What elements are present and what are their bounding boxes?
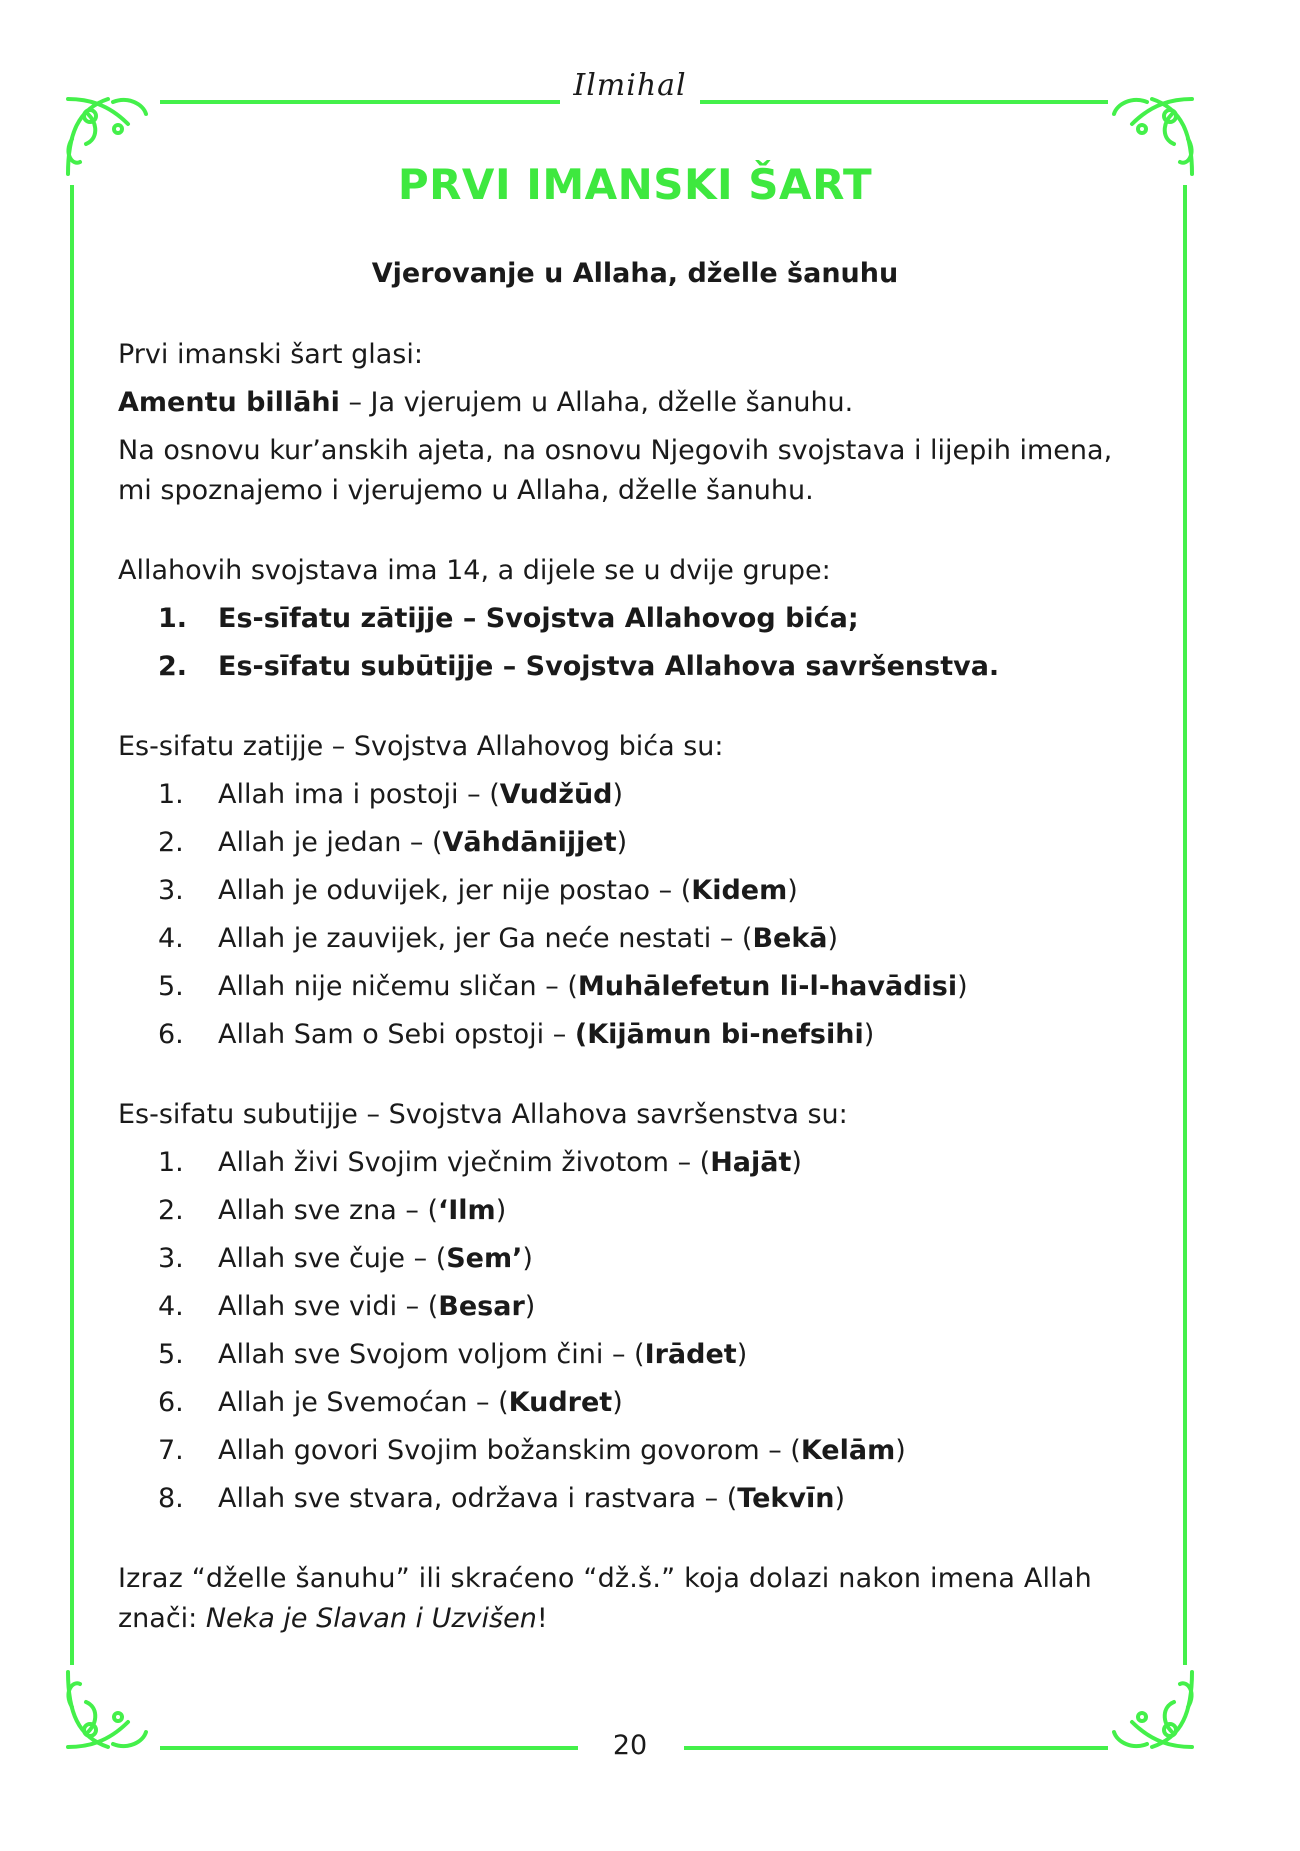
list-number: 1. — [158, 1147, 184, 1178]
amentu-bold: Amentu billāhi — [118, 387, 340, 418]
list-term: Kelām — [800, 1435, 896, 1466]
list-number: 5. — [158, 1339, 184, 1370]
closing-line-1: Izraz “dželle šanuhu” ili skraćeno “dž.š.” koja dolazi nakon imena Allah — [118, 1563, 1092, 1594]
list-term: ‘Ilm — [437, 1195, 496, 1226]
list-text: Allah živi Svojim vječnim životom – ( — [218, 1147, 711, 1178]
list-text: Allah je jedan – ( — [218, 827, 443, 858]
list-term: Vāhdānijjet — [442, 827, 617, 858]
list-term: Muhālefetun li-l-havādisi — [577, 971, 958, 1002]
amentu-rest: – Ja vjerujem u Allaha, dželle šanuhu. — [339, 387, 854, 418]
zatijje-lead: Es-sifatu zatijje – Svojstva Allahovog bića su: — [118, 731, 724, 762]
list-text: Allah sve vidi – ( — [218, 1291, 439, 1322]
list-item — [158, 1015, 1198, 1055]
intro-line-4: mi spoznajemo i vjerujemo u Allaha, dželle šanuhu. — [118, 475, 814, 506]
list-text: Allah je oduvijek, jer nije postao – ( — [218, 875, 692, 906]
list-text: Es-sīfatu zātijje – Svojstva Allahovog bića; — [218, 603, 859, 634]
list-close: ) — [612, 779, 624, 810]
list-close: ) — [736, 1339, 748, 1370]
list-item — [158, 871, 1198, 911]
intro-line-3: Na osnovu kur’anskih ajeta, na osnovu Njegovih svojstava i lijepih imena, — [118, 435, 1113, 466]
closing-prefix: znači: — [118, 1603, 206, 1634]
list-term: Tekvīn — [737, 1483, 835, 1514]
list-text: Es-sīfatu subūtijje – Svojstva Allahova savršenstva. — [218, 651, 1000, 682]
groups-lead: Allahovih svojstava ima 14, a dijele se u dvije grupe: — [118, 555, 831, 586]
list-number: 3. — [158, 1243, 184, 1274]
list-text: Allah sve stvara, održava i rastvara – ( — [218, 1483, 738, 1514]
list-close: ) — [495, 1195, 507, 1226]
list-number: 2. — [158, 1195, 184, 1226]
closing-line-2 — [118, 1599, 1178, 1639]
closing-end: ! — [536, 1603, 548, 1634]
list-item — [158, 1431, 1198, 1471]
list-close: ) — [791, 1147, 802, 1178]
running-header-title: Ilmihal — [573, 68, 687, 103]
closing-italic: Neka je Slavan i Uzvišen — [205, 1603, 537, 1634]
list-number: 1. — [158, 603, 188, 634]
list-number: 2. — [158, 651, 188, 682]
list-number: 4. — [158, 923, 184, 954]
list-term: (Kijāmun bi-nefsihi — [574, 1019, 864, 1050]
list-close: ) — [616, 827, 628, 858]
list-text: Allah ima i postoji – ( — [218, 779, 500, 810]
list-term: Besar — [438, 1291, 525, 1322]
list-number: 8. — [158, 1483, 184, 1514]
page-number: 20 — [612, 1730, 648, 1761]
list-item — [158, 967, 1198, 1007]
list-number: 7. — [158, 1435, 184, 1466]
list-text: Allah Sam o Sebi opstoji – — [218, 1019, 575, 1050]
list-item — [158, 599, 1198, 639]
list-number: 2. — [158, 827, 184, 858]
list-item — [158, 919, 1198, 959]
list-term: Sem’ — [446, 1243, 523, 1274]
list-number: 6. — [158, 1387, 184, 1418]
list-number: 5. — [158, 971, 184, 1002]
list-close: ) — [957, 971, 968, 1002]
intro-line-2 — [118, 383, 1178, 423]
list-text: Allah je zauvijek, jer Ga neće nestati – ( — [218, 923, 753, 954]
list-text: Allah nije ničemu sličan – ( — [218, 971, 578, 1002]
list-close: ) — [895, 1435, 906, 1466]
list-term: Bekā — [752, 923, 828, 954]
list-term: Vudžūd — [499, 779, 613, 810]
page-subtitle: Vjerovanje u Allaha, dželle šanuhu — [371, 258, 899, 289]
list-term: Irādet — [644, 1339, 737, 1370]
list-close: ) — [612, 1387, 623, 1418]
intro-line-1: Prvi imanski šart glasi: — [118, 339, 423, 370]
list-item — [158, 1239, 1198, 1279]
list-text: Allah je Svemoćan – ( — [218, 1387, 509, 1418]
list-item — [158, 1479, 1198, 1519]
list-item — [158, 1383, 1198, 1423]
list-item — [158, 1335, 1198, 1375]
list-number: 6. — [158, 1019, 184, 1050]
list-item — [158, 1191, 1198, 1231]
list-term: Hajāt — [710, 1147, 792, 1178]
list-number: 1. — [158, 779, 184, 810]
list-number: 4. — [158, 1291, 184, 1322]
list-text: Allah sve Svojom voljom čini – ( — [218, 1339, 645, 1370]
list-close: ) — [524, 1291, 536, 1322]
list-close: ) — [522, 1243, 533, 1274]
list-item — [158, 1287, 1198, 1327]
list-number: 3. — [158, 875, 184, 906]
list-text: Allah sve čuje – ( — [218, 1243, 447, 1274]
list-close: ) — [827, 923, 839, 954]
list-close: ) — [834, 1483, 846, 1514]
list-item — [158, 647, 1198, 687]
page-title: PRVI IMANSKI ŠART — [397, 160, 873, 209]
list-item — [158, 823, 1198, 863]
list-close: ) — [787, 875, 798, 906]
list-text: Allah sve zna – ( — [218, 1195, 438, 1226]
list-term: Kudret — [508, 1387, 613, 1418]
list-close: ) — [863, 1019, 875, 1050]
subutijje-lead: Es-sifatu subutijje – Svojstva Allahova savršenstva su: — [118, 1099, 848, 1130]
list-item — [158, 775, 1198, 815]
list-term: Kidem — [691, 875, 788, 906]
list-text: Allah govori Svojim božanskim govorom – ( — [218, 1435, 801, 1466]
list-item — [158, 1143, 1198, 1183]
